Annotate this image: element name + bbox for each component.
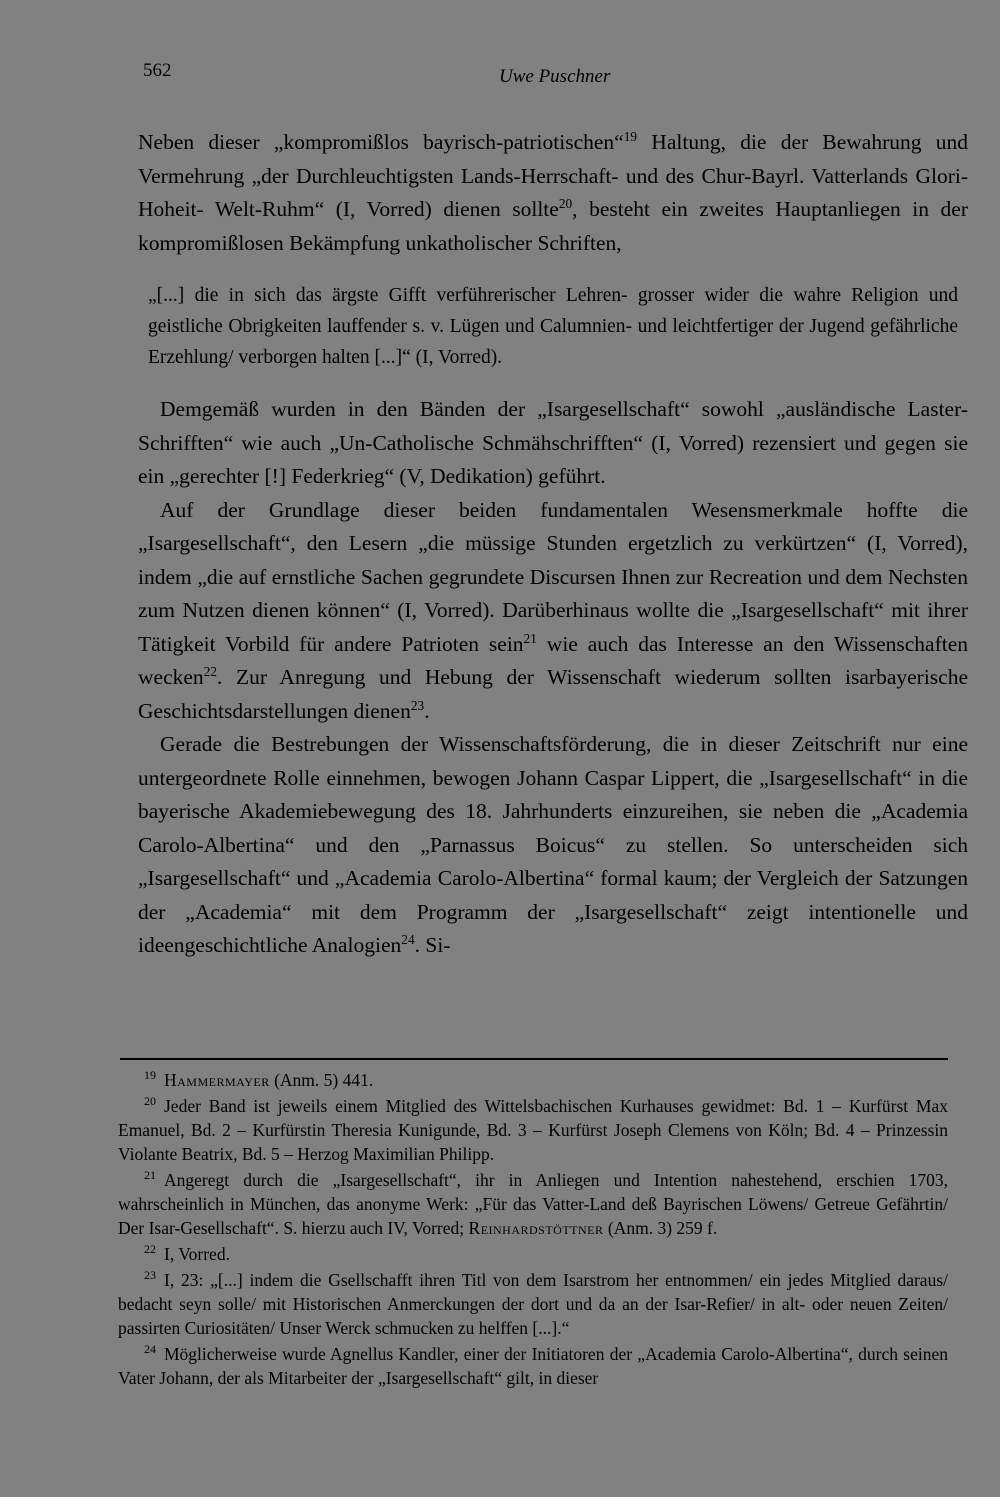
footnote-20: 20 Jeder Band ist jeweils einem Mitglied des Wittelsbachischen Kurhauses gewidmet: Bd. 1 – Kurfürst Max Emanuel, Bd. 2 – Kurfürstin Theresia Kunigunde, Bd. 3 – Kurfürst Joseph Clemens von Köln; Bd. 4 – Prinzessin Violante Beatrix, Bd. 5 – Herzog Maximilian Philipp. (118, 1094, 948, 1164)
footnote-text: I, 23: „[...] indem die Gsellschafft ihren Titl von dem Isarstrom her entnommen/ ein jedes Mitglied daraus/ bedacht seyn solle/ mit Historischen Anmerckungen der dort und da an der Isar-Refier/ in alt- oder neuen Zeiten/ passirten Curiositäten/ Unser Werck schmucken zu helffen [...].“ (118, 1270, 948, 1338)
page-header (143, 60, 943, 90)
block-quote: „[...] die in sich das ärgste Gifft verführerischer Lehren- grosser wider die wahre Religion und geistliche Obrigkeiten lauffender s. v. Lügen und Calumnien- und leichtfertiger der Jugend gefährliche Erzehlung/ verborgen halten [...]“ (I, Vorred). (148, 285, 958, 368)
author-name: Reinhardstöttner (468, 1218, 604, 1238)
text-run: Auf der Grundlage dieser beiden fundamentalen Wesensmerkmale hoffte die „Isargesellschaft“, den Lesern „die müssige Stunden ergetzlich zu verkürtzen“ (I, Vorred), indem „die auf ernstliche Sachen gegrundete Discursen Ihnen zur Recreation und dem Nechsten zum Nutzen dienen können“ (I, Vorred). Darüberhinaus wollte die „Isargesellschaft“ mit ihrer Tätigkeit Vorbild für andere Patrioten sein (138, 497, 968, 656)
author-name: Hammermayer (164, 1070, 270, 1090)
text-run: Haltung, die der Bewahrung und Vermehrung „der Durchleuchtigsten Lands-Herrschaft- und des Chur-Bayrl. Vatterlands Glori- Hoheit- Welt-Ruhm“ (I, Vorred) dienen sollte (138, 130, 968, 221)
footnote-text: (Anm. 5) 441. (269, 1070, 374, 1090)
paragraph-4 (138, 728, 968, 963)
footnote-text: Angeregt durch die „Isargesellschaft“, ihr in Anliegen und Intention nahestehend, erschien 1703, wahrscheinlich in München, das anonyme Werk: „Für das Vatter-Land deß Bayrischen Löwens/ Getreue Gefährtin/ Der Isar-Gesellschaft“. S. hierzu auch IV, Vorred; (118, 1170, 948, 1238)
main-text (138, 126, 968, 963)
text-run: Gerade die Bestrebungen der Wissenschaftsförderung, die in dieser Zeitschrift nur eine untergeordnete Rolle einnehmen, bewogen Johann Caspar Lippert, die „Isargesellschaft“ in die bayerische Akademiebewegung des 18. Jahrhunderts einzureihen, sie neben die „Academia Carolo-Albertina“ und den „Parnassus Boicus“ zu stellen. So unterscheiden sich „Isargesellschaft“ und „Academia Carolo-Albertina“ formal kaum; der Vergleich der Satzungen der „Academia“ mit dem Programm der „Isargesellschaft“ zeigt intentionelle und ideengeschichtliche Analogien (138, 732, 968, 957)
text-run: wie auch das Interesse an den Wissenschaften wecken (138, 631, 969, 689)
footnote-ref: 22 (203, 663, 217, 679)
running-head-author: Uwe Puschner (499, 66, 611, 87)
footnote-22: 22 I, Vorred. (144, 1242, 230, 1264)
footnote-ref: 20 (558, 195, 573, 211)
page-number: 562 (143, 60, 172, 81)
footnote-ref: 24 (401, 931, 415, 947)
footnote-text: Möglicherweise wurde Agnellus Kandler, einer der Initiatoren der „Academia Carolo-Albertina“, durch seinen Vater Johann, der als Mitarbeiter der „Isargesellschaft“ gilt, in dieser (118, 1344, 948, 1388)
footnote-text: Jeder Band ist jeweils einem Mitglied des Wittelsbachischen Kurhauses gewidmet: Bd. 1 – Kurfürst Max Emanuel, Bd. 2 – Kurfürstin Theresia Kunigunde, Bd. 3 – Kurfürst Joseph Clemens von Köln; Bd. 4 – Prinzessin Violante Beatrix, Bd. 5 – Herzog Maximilian Philipp. (118, 1096, 948, 1164)
text-run: . Zur Anregung und Hebung der Wissenschaft wiederum sollten isarbayerische Geschichtsdarstellungen dienen (138, 665, 968, 723)
text-run: Neben dieser „kompromißlos bayrisch-patriotischen“ (138, 130, 624, 154)
footnote-21: 21 Angeregt durch die „Isargesellschaft“, ihr in Anliegen und Intention nahestehend, erschien 1703, wahrscheinlich in München, das anonyme Werk: „Für das Vatter-Land deß Bayrischen Löwens/ Getreue Gefährtin/ Der Isar-Gesellschaft“. S. hierzu auch IV, Vorred; Reinhardstöttner (Anm. 3) 259 f. (118, 1168, 948, 1238)
footnote-24: 24 Möglicherweise wurde Agnellus Kandler, einer der Initiatoren der „Academia Carolo-Albertina“, durch seinen Vater Johann, der als Mitarbeiter der „Isargesellschaft“ gilt, in dieser (118, 1342, 948, 1388)
footnote-divider (120, 1058, 948, 1060)
footnote-text: (Anm. 3) 259 f. (603, 1218, 718, 1238)
footnote-ref: 21 (523, 630, 537, 646)
footnote-ref: 23 (410, 697, 425, 713)
paragraph-3 (138, 494, 968, 729)
footnote-19: 19 Hammermayer (Anm. 5) 441. (144, 1068, 374, 1090)
footnote-ref: 19 (623, 128, 638, 144)
text-run: . (424, 698, 430, 723)
paragraph-1 (138, 126, 968, 260)
footnote-23: 23 I, 23: „[...] indem die Gsellschafft ihren Titl von dem Isarstrom her entnommen/ ein jedes Mitglied daraus/ bedacht seyn solle/ mit Historischen Anmerckungen der dort und da an der Isar-Refier/ in alt- oder neuen Zeiten/ passirten Curiositäten/ Unser Werck schmucken zu helffen [...].“ (118, 1268, 948, 1338)
footnote-text: I, Vorred. (164, 1244, 230, 1264)
text-run: . Si- (414, 933, 451, 957)
footnotes (118, 1068, 948, 1392)
text-run: , besteht ein zweites Hauptanliegen in der kompromißlosen Bekämpfung unkatholischer Schriften, (138, 197, 968, 255)
paragraph-2: Demgemäß wurden in den Bänden der „Isargesellschaft“ sowohl „ausländische Laster-Schrifften“ wie auch „Un-Catholische Schmähschrifften“ (I, Vorred) rezensiert und gegen sie ein „gerechter [!] Federkrieg“ (V, Dedikation) geführt. (138, 397, 968, 488)
